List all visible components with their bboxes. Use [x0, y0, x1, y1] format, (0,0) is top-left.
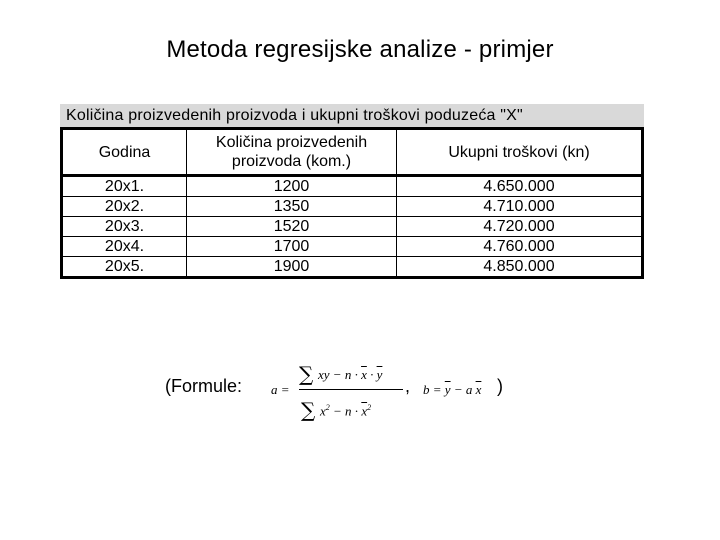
formula-a-numerator: xy − $n \cdot \overline{x} \cdot \overline{y}$ — [318, 367, 383, 382]
table-row — [62, 217, 643, 237]
formula-comma: , — [405, 376, 411, 396]
formula-a-denominator: $x^2 - n \cdot \overline{x}^2$ — [320, 403, 372, 419]
header-year: Godina — [62, 129, 187, 176]
sum-symbol-icon: ∑ — [299, 362, 314, 386]
cell-costs: 4.850.000 — [397, 257, 643, 278]
cell-quantity: 1520 — [187, 217, 397, 237]
slide-title: Metoda regresijske analize - primjer — [166, 36, 554, 63]
formula-label: (Formule: — [165, 376, 243, 396]
formula-a-lhs: a = — [271, 382, 290, 397]
data-table — [60, 127, 644, 279]
table-row — [62, 197, 643, 217]
cell-year: 20x5. — [62, 257, 187, 278]
formula-closing-paren: ) — [497, 376, 503, 396]
table-row — [62, 257, 643, 278]
cell-year: 20x4. — [62, 237, 187, 257]
cell-costs: 4.760.000 — [397, 237, 643, 257]
cell-costs: 4.720.000 — [397, 217, 643, 237]
cell-year: 20x1. — [62, 176, 187, 197]
cell-year: 20x2. — [62, 197, 187, 217]
table-caption: Količina proizvedenih proizvoda i ukupni troškovi poduzeća "X" — [60, 104, 644, 127]
formula-block — [165, 358, 525, 428]
table-header-row — [62, 129, 643, 176]
cell-quantity: 1350 — [187, 197, 397, 217]
cell-quantity: 1200 — [187, 176, 397, 197]
cell-costs: 4.650.000 — [397, 176, 643, 197]
header-total-costs: Ukupni troškovi (kn) — [397, 129, 643, 176]
data-table-container — [60, 104, 644, 279]
header-quantity: Količina proizvedenih proizvoda (kom.) — [187, 129, 397, 176]
formula-b: $b = \overline{y} - a$ $\overline{x}$ — [423, 382, 482, 397]
table-row — [62, 237, 643, 257]
sum-symbol-icon: ∑ — [301, 398, 316, 422]
cell-costs: 4.710.000 — [397, 197, 643, 217]
cell-quantity: 1700 — [187, 237, 397, 257]
cell-year: 20x3. — [62, 217, 187, 237]
fraction-bar — [299, 389, 403, 390]
table-row — [62, 176, 643, 197]
cell-quantity: 1900 — [187, 257, 397, 278]
